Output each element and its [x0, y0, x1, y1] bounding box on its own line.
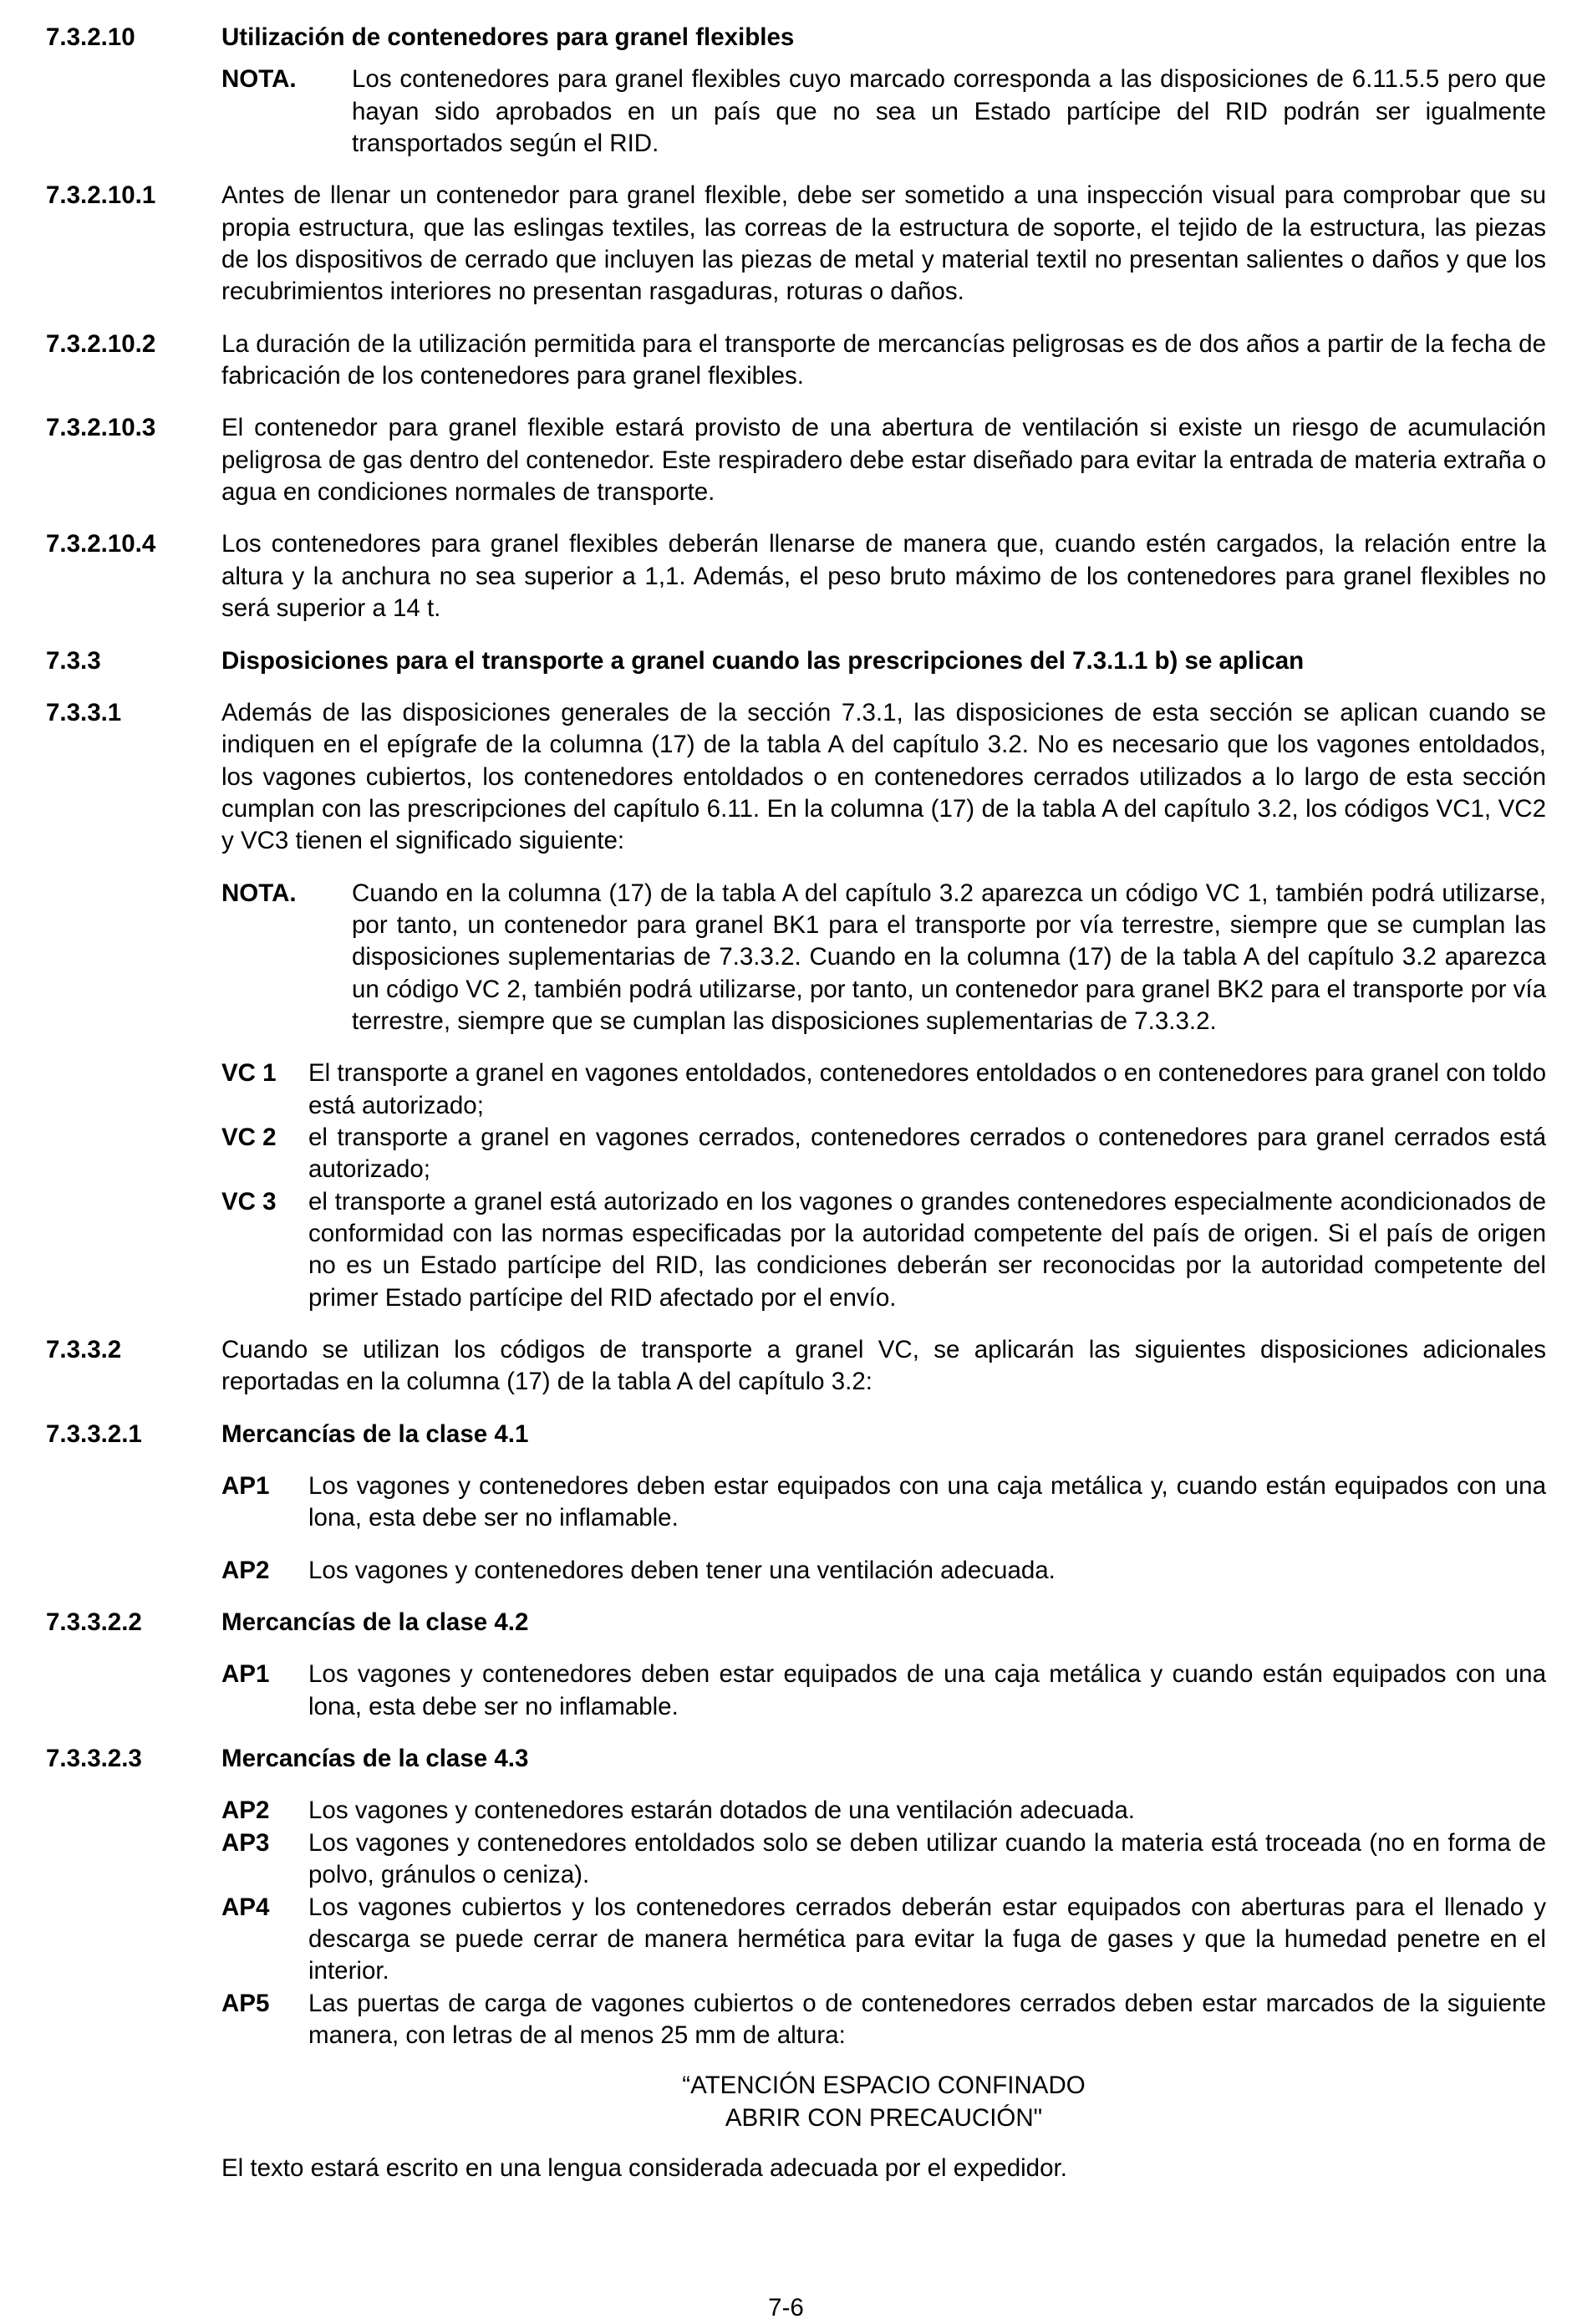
code-label: AP2 [221, 1556, 270, 1584]
code-list-ap [221, 1795, 1546, 2051]
document-page [46, 22, 1546, 2184]
section-number: 7.3.2.10.3 [46, 414, 156, 442]
page-number: 7-6 [768, 2294, 804, 2321]
section-number: 7.3.3.1 [46, 698, 122, 726]
code-text: Los vagones y contenedores estarán dotados de una ventilación adecuada. [308, 1797, 1135, 1825]
code-label: AP2 [221, 1797, 270, 1825]
section-number: 7.3.2.10 [46, 23, 135, 51]
code-label: VC 2 [221, 1123, 277, 1151]
closing-text: El texto estará escrito en una lengua considerada adecuada por el expedidor. [221, 2153, 1067, 2182]
section-text: Además de las disposiciones generales de la sección 7.3.1, las disposiciones de esta sección se aplican cuando se indiquen en el epígrafe de la columna (17) de la tabla A del capítulo 3.2. No es necesario que los vagones entoldados, los vagones cubiertos, los contenedores entoldados o en contenedores cerrados utilizados a lo largo de esta sección cumplan con las prescripciones del capítulo 6.11. En la columna (17) de la tabla A del capítulo 3.2, los códigos VC1, VC2 y VC3 tienen el significado siguiente: [221, 698, 1546, 855]
code-row [221, 1058, 1546, 1122]
code-row [221, 1988, 1546, 2052]
section-7-3-3-1 [46, 697, 1546, 858]
code-row [221, 1892, 1546, 1988]
section-7-3-2-10 [46, 22, 1546, 54]
code-text: Los vagones y contenedores deben tener una ventilación adecuada. [308, 1556, 1056, 1584]
section-title: Mercancías de la clase 4.3 [221, 1745, 529, 1773]
code-label: AP5 [221, 1989, 270, 2017]
note-text: Los contenedores para granel flexibles cuyo marcado corresponda a las disposiciones de 6.11.5.5 pero que hayan sido aprobados en un país que no sea un Estado partícipe del RID podrán ser igualmente transportados según el RID. [352, 65, 1546, 158]
code-text: Las puertas de carga de vagones cubiertos o de contenedores cerrados deben estar marcados de la siguiente manera, con letras de al menos 25 mm de altura: [308, 1989, 1546, 2049]
code-label: AP4 [221, 1893, 270, 1921]
section-number: 7.3.2.10.2 [46, 329, 156, 358]
code-label: VC 1 [221, 1059, 277, 1088]
section-text: Antes de llenar un contenedor para granel flexible, debe ser sometido a una inspección visual para comprobar que su propia estructura, que las eslingas textiles, las correas de la estructura de soporte, el tejido de la estructura, las piezas de los dispositivos de cerrado que incluyen las piezas de metal y material textil no presentan salientes o daños y que los recubrimientos interiores no presentan rasgaduras, roturas o daños. [221, 181, 1546, 306]
section-7-3-3-2-3 [46, 1743, 1546, 1775]
code-text: el transporte a granel está autorizado en los vagones o grandes contenedores especialmente acondicionados de conformidad con las normas especificadas por la autoridad competente del país de origen. Si el país de origen no es un Estado partícipe del RID, las condiciones deberán ser reconocidas por la autoridad competente del primer Estado partícipe del RID afectado por el envío. [308, 1187, 1546, 1312]
code-row [221, 1659, 1546, 1723]
code-row [221, 1827, 1546, 1892]
code-text: el transporte a granel en vagones cerrados, contenedores cerrados o contenedores para granel cerrados está autorizado; [308, 1123, 1546, 1184]
code-text: El transporte a granel en vagones entoldados, contenedores entoldados o en contenedores para granel con toldo está autorizado; [308, 1059, 1546, 1119]
section-text: La duración de la utilización permitida para el transporte de mercancías peligrosas es de dos años a partir de la fecha de fabricación de los contenedores para granel flexibles. [221, 329, 1546, 390]
code-text: Los vagones cubiertos y los contenedores cerrados deberán estar equipados con aberturas para el llenado y descarga se puede cerrar de manera hermética para evitar la fuga de gases y que la humedad penetre en el interior. [308, 1893, 1546, 1985]
code-list-vc [221, 1058, 1546, 1314]
section-number: 7.3.3.2.3 [46, 1745, 142, 1773]
note-label: NOTA. [221, 65, 297, 94]
section-number: 7.3.3.2.1 [46, 1419, 142, 1448]
code-row [221, 1555, 1546, 1587]
section-number: 7.3.3.2.2 [46, 1608, 142, 1637]
code-label: AP1 [221, 1472, 270, 1501]
code-row [221, 1122, 1546, 1186]
section-7-3-2-10-2 [46, 329, 1546, 393]
section-7-3-2-10-3 [46, 412, 1546, 508]
code-label: VC 3 [221, 1187, 277, 1216]
code-list-ap [221, 1470, 1546, 1587]
section-title: Disposiciones para el transporte a granel cuando las prescripciones del 7.3.1.1 b) se aplican [221, 646, 1305, 675]
code-text: Los vagones y contenedores deben estar equipados con una caja metálica y, cuando están equipados con una lona, esta debe ser no inflamable. [308, 1472, 1546, 1532]
note-label: NOTA. [221, 879, 297, 907]
section-7-3-2-10-1 [46, 180, 1546, 308]
quote-line: “ATENCIÓN ESPACIO CONFINADO [682, 2072, 1086, 2100]
marking-quote [221, 2070, 1546, 2134]
section-number: 7.3.3.2 [46, 1336, 122, 1364]
section-title: Mercancías de la clase 4.2 [221, 1608, 529, 1637]
code-row [221, 1795, 1546, 1827]
section-text: Los contenedores para granel flexibles deberán llenarse de manera que, cuando estén cargados, la relación entre la altura y la anchura no sea superior a 1,1. Además, el peso bruto máximo de los contenedores para granel flexibles no será superior a 14 t. [221, 530, 1546, 623]
section-7-3-3-2-2 [46, 1607, 1546, 1639]
note-text: Cuando en la columna (17) de la tabla A del capítulo 3.2 aparezca un código VC 1, también podrá utilizarse, por tanto, un contenedor para granel BK1 para el transporte por vía terrestre, siempre que se cumplan las disposiciones suplementarias de 7.3.3.2. Cuando en la columna (17) de la tabla A del capítulo 3.2 aparezca un código VC 2, también podrá utilizarse, por tanto, un contenedor para granel BK2 para el transporte por vía terrestre, siempre que se cumplan las disposiciones suplementarias de 7.3.3.2. [352, 879, 1546, 1035]
quote-line: ABRIR CON PRECAUCIÓN" [725, 2103, 1043, 2132]
code-label: AP1 [221, 1660, 270, 1689]
section-7-3-2-10-4 [46, 528, 1546, 624]
section-title: Utilización de contenedores para granel flexibles [221, 23, 795, 51]
code-list-ap [221, 1659, 1546, 1723]
code-label: AP3 [221, 1828, 270, 1857]
section-7-3-3-2 [46, 1334, 1546, 1399]
section-text: El contenedor para granel flexible estará provisto de una abertura de ventilación si existe un riesgo de acumulación peligrosa de gas dentro del contenedor. Este respiradero debe estar diseñado para evitar la entrada de materia extraña o agua en condiciones normales de transporte. [221, 414, 1546, 507]
section-7-3-3-2-1 [46, 1419, 1546, 1450]
section-number: 7.3.3 [46, 646, 101, 675]
section-number: 7.3.2.10.1 [46, 181, 156, 210]
code-text: Los vagones y contenedores deben estar equipados de una caja metálica y cuando están equipados con una lona, esta debe ser no inflamable. [308, 1660, 1546, 1720]
note [221, 878, 1546, 1038]
section-text: Cuando se utilizan los códigos de transporte a granel VC, se aplicarán las siguientes disposiciones adicionales reportadas en la columna (17) de la tabla A del capítulo 3.2: [221, 1336, 1546, 1396]
section-number: 7.3.2.10.4 [46, 530, 156, 558]
section-7-3-3 [46, 645, 1546, 677]
code-row [221, 1186, 1546, 1314]
note [221, 64, 1546, 160]
code-text: Los vagones y contenedores entoldados solo se deben utilizar cuando la materia está troceada (no en forma de polvo, gránulos o ceniza). [308, 1828, 1546, 1889]
code-row [221, 1470, 1546, 1535]
section-title: Mercancías de la clase 4.1 [221, 1419, 529, 1448]
